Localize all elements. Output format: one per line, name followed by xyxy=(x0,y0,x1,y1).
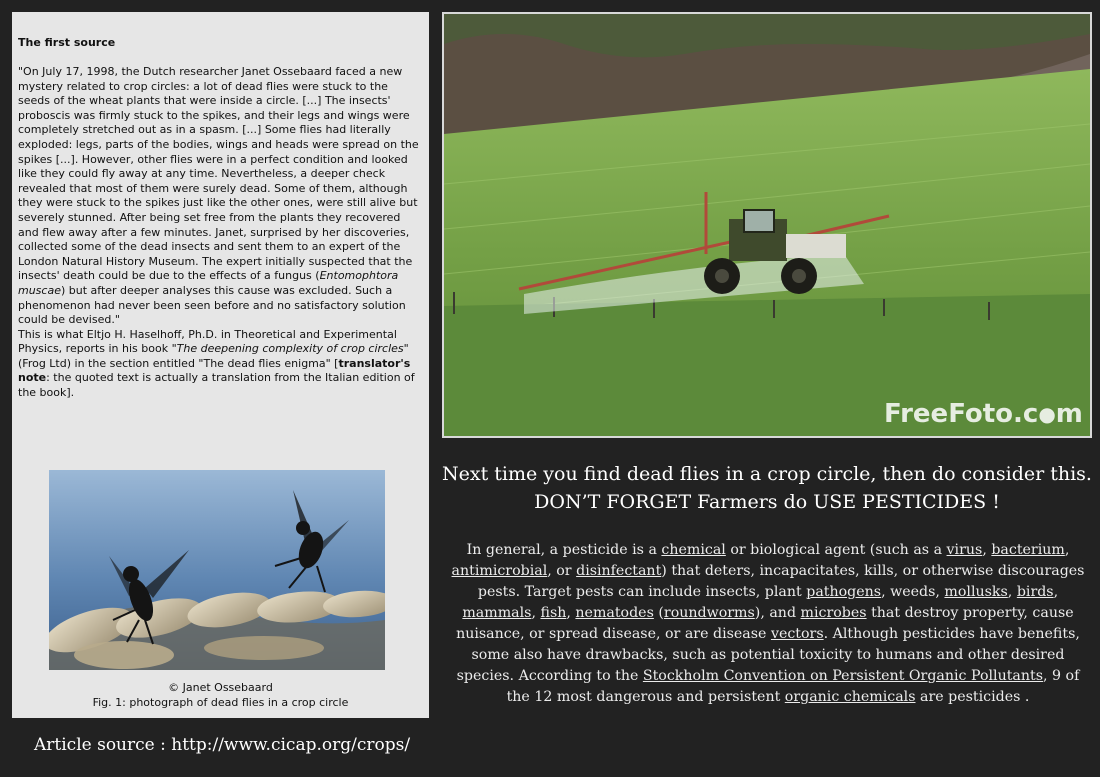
dead-flies-photo xyxy=(49,470,385,670)
text-run: In general, a pesticide is a xyxy=(466,542,662,558)
text-run: , weeds, xyxy=(881,584,945,600)
text-run: that destroy property, cause nuisance, or spread disease, or are disease xyxy=(456,605,1074,642)
link-organic-chemicals[interactable]: organic chemicals xyxy=(784,689,916,705)
italic-text: The deepening complexity of crop circles xyxy=(176,342,404,356)
text-run: "On July 17, 1998, the Dutch researcher Janet Ossebaard faced a new mystery related to crop circles: a lot of dead flies were stuck to the seeds of the wheat plants that were inside a circle. [...] The insects' proboscis was firmly stuck to the spikes, and their legs and wings were completely stretched out as in a spasm. [...] Some flies had literally exploded: legs, parts of the bodies, wings and heads were spread on the spikes [...]. However, other flies were in a perfect condition and looked like they could fly away at any time. Nevertheless, a deeper check revealed that most of them were surely dead. Some of them, although they were stuck to the spikes just like the other ones, were still alive but severely stunned. After being set free from the plants they recovered and flew away after a few minutes. Janet, surprised by her discoveries, collected some of the dead insects and sent them to an expert of the London Natural History Museum. The expert initially suspected that the insects' death could be due to the effects of a fungus ( xyxy=(18,65,419,283)
pesticide-definition xyxy=(448,540,1088,708)
text-run: , xyxy=(1007,584,1017,600)
source-title: The first source xyxy=(18,36,116,49)
text-run: ), and xyxy=(754,605,801,621)
text-run: , 9 of the 12 most dangerous and persistent xyxy=(506,668,1080,705)
text-run: are pesticides . xyxy=(915,689,1030,705)
freefoto-watermark: FreeFoto.c●m xyxy=(884,399,1083,429)
text-run: This is what Eltjo H. Haselhoff, Ph.D. in Theoretical and Experimental Physics, reports in his book " xyxy=(18,327,397,356)
link-pathogens[interactable]: pathogens xyxy=(806,584,882,600)
link-chemical[interactable]: chemical xyxy=(661,542,726,558)
tractor-spraying-photo xyxy=(442,12,1092,438)
text-run: , xyxy=(531,605,541,621)
link-antimicrobial[interactable]: antimicrobial xyxy=(451,563,548,579)
link-roundworms[interactable]: roundworms xyxy=(663,605,755,621)
link-fish[interactable]: fish xyxy=(540,605,567,621)
text-run: : the quoted text is actually a translation from the Italian edition of the book]. xyxy=(18,371,415,400)
text-run: , xyxy=(566,605,576,621)
quote-paragraph xyxy=(18,65,423,328)
headline-line-2: DON’T FORGET Farmers do USE PESTICIDES ! xyxy=(534,491,1000,513)
link-mammals[interactable]: mammals xyxy=(462,605,532,621)
text-run: or biological agent (such as a xyxy=(725,542,947,558)
link-nematodes[interactable]: nematodes xyxy=(575,605,654,621)
text-run: . Although pesticides have benefits, some also have drawbacks, such as potential toxicity to humans and other desired species. According to the xyxy=(456,626,1080,684)
link-microbes[interactable]: microbes xyxy=(800,605,867,621)
figure-caption: Fig. 1: photograph of dead flies in a crop circle xyxy=(92,696,349,709)
text-run: ) that deters, incapacitates, kills, or otherwise discourages pests. Target pests can include insects, plant xyxy=(477,563,1085,600)
link-mollusks[interactable]: mollusks xyxy=(944,584,1008,600)
headline xyxy=(442,460,1092,516)
link-birds[interactable]: birds xyxy=(1016,584,1054,600)
text-run: , or xyxy=(547,563,577,579)
source-quote xyxy=(18,65,423,401)
link-disinfectant[interactable]: disinfectant xyxy=(576,563,662,579)
photo-credit: © Janet Ossebaard xyxy=(168,681,273,694)
link-virus[interactable]: virus xyxy=(946,542,983,558)
source-panel xyxy=(12,12,429,718)
text-run: , xyxy=(1064,542,1070,558)
link-bacterium[interactable]: bacterium xyxy=(991,542,1065,558)
link-stockholm-convention-on-persistent-organic-pollutants[interactable]: Stockholm Convention on Persistent Organic Pollutants xyxy=(642,668,1043,684)
article-source: Article source : http://www.cicap.org/crops/ xyxy=(34,735,411,755)
italic-text: Entomophtora muscae xyxy=(18,269,399,297)
text-run: ( xyxy=(653,605,664,621)
citation-paragraph xyxy=(18,328,423,401)
text-run: , xyxy=(1053,584,1059,600)
text-run: , xyxy=(982,542,992,558)
headline-line-1: Next time you find dead flies in a crop circle, then do consider this. xyxy=(442,463,1092,485)
text-run: ) but after deeper analyses this cause was excluded. Such a phenomenon had never been seen before and no satisfactory solution could be devised." xyxy=(18,283,406,327)
text-run: " (Frog Ltd) in the section entitled "The dead flies enigma" [ xyxy=(18,342,409,370)
bold-text: translator's note xyxy=(18,356,411,385)
link-vectors[interactable]: vectors xyxy=(770,626,824,642)
